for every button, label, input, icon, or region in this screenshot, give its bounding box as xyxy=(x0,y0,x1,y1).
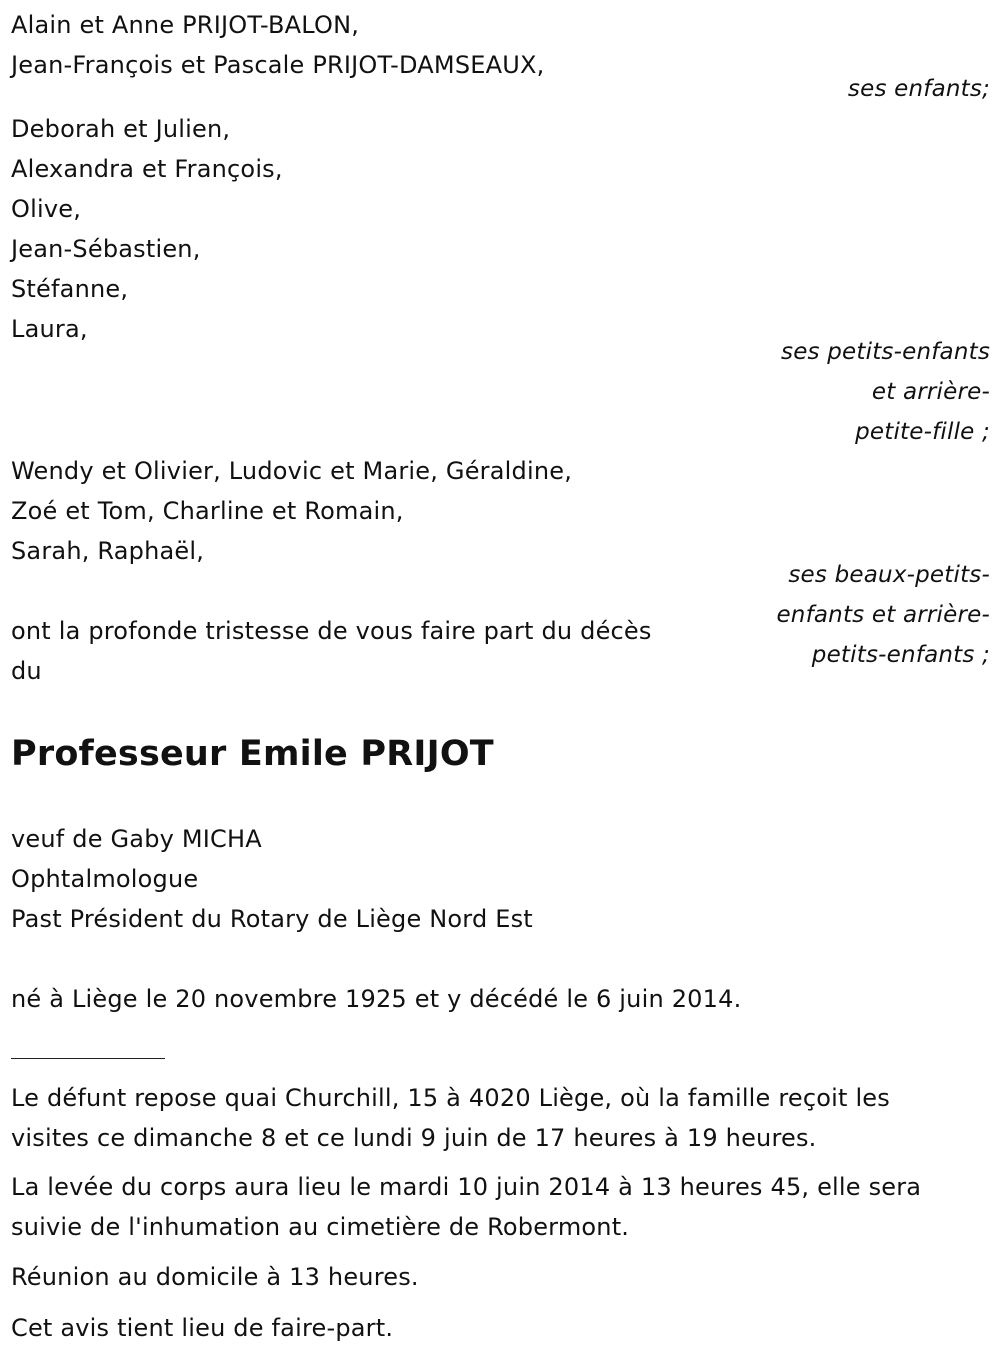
grandchildren-label-line-3: petite-fille ; xyxy=(855,419,990,445)
detail-widower: veuf de Gaby MICHA xyxy=(11,825,262,853)
deceased-name: Professeur Emile PRIJOT xyxy=(11,734,494,774)
announcement-line-1: ont la profonde tristesse de vous faire part du décès xyxy=(11,617,652,645)
child-line-1: Alain et Anne PRIJOT-BALON, xyxy=(11,11,360,39)
announcement-line-2: du xyxy=(11,657,42,685)
grandchild-line-4: Jean-Sébastien, xyxy=(11,235,201,263)
ceremony-line-2: suivie de l'inhumation au cimetière de Robermont. xyxy=(11,1213,630,1241)
grandchildren-label-line-2: et arrière- xyxy=(871,379,990,405)
grandchildren-in-law-label-line-1: ses beaux-petits- xyxy=(788,562,990,588)
grandchild-line-6: Laura, xyxy=(11,315,88,343)
visit-line-2: visites ce dimanche 8 et ce lundi 9 juin de 17 heures à 19 heures. xyxy=(11,1124,817,1152)
children-label: ses enfants; xyxy=(847,76,990,102)
grandchild-in-law-line-3: Sarah, Raphaël, xyxy=(11,537,205,565)
birth-death-line: né à Liège le 20 novembre 1925 et y décédé le 6 juin 2014. xyxy=(11,985,742,1013)
visit-line-1: Le défunt repose quai Churchill, 15 à 4020 Liège, où la famille reçoit les xyxy=(11,1084,890,1112)
child-line-2: Jean-François et Pascale PRIJOT-DAMSEAUX, xyxy=(11,51,545,79)
grandchild-line-2: Alexandra et François, xyxy=(11,155,283,183)
detail-profession: Ophtalmologue xyxy=(11,865,199,893)
grandchild-in-law-line-1: Wendy et Olivier, Ludovic et Marie, Géraldine, xyxy=(11,457,573,485)
closing-line: Cet avis tient lieu de faire-part. xyxy=(11,1314,394,1342)
grandchildren-label-line-1: ses petits-enfants xyxy=(781,339,990,365)
divider-line xyxy=(11,1058,165,1059)
grandchild-line-1: Deborah et Julien, xyxy=(11,115,231,143)
reunion-line: Réunion au domicile à 13 heures. xyxy=(11,1263,419,1291)
grandchild-line-5: Stéfanne, xyxy=(11,275,129,303)
grandchild-line-3: Olive, xyxy=(11,195,82,223)
grandchildren-in-law-label-line-2: enfants et arrière- xyxy=(776,602,990,628)
detail-rotary: Past Président du Rotary de Liège Nord Est xyxy=(11,905,533,933)
grandchild-in-law-line-2: Zoé et Tom, Charline et Romain, xyxy=(11,497,404,525)
grandchildren-in-law-label-line-3: petits-enfants ; xyxy=(811,642,990,668)
ceremony-line-1: La levée du corps aura lieu le mardi 10 juin 2014 à 13 heures 45, elle sera xyxy=(11,1173,922,1201)
